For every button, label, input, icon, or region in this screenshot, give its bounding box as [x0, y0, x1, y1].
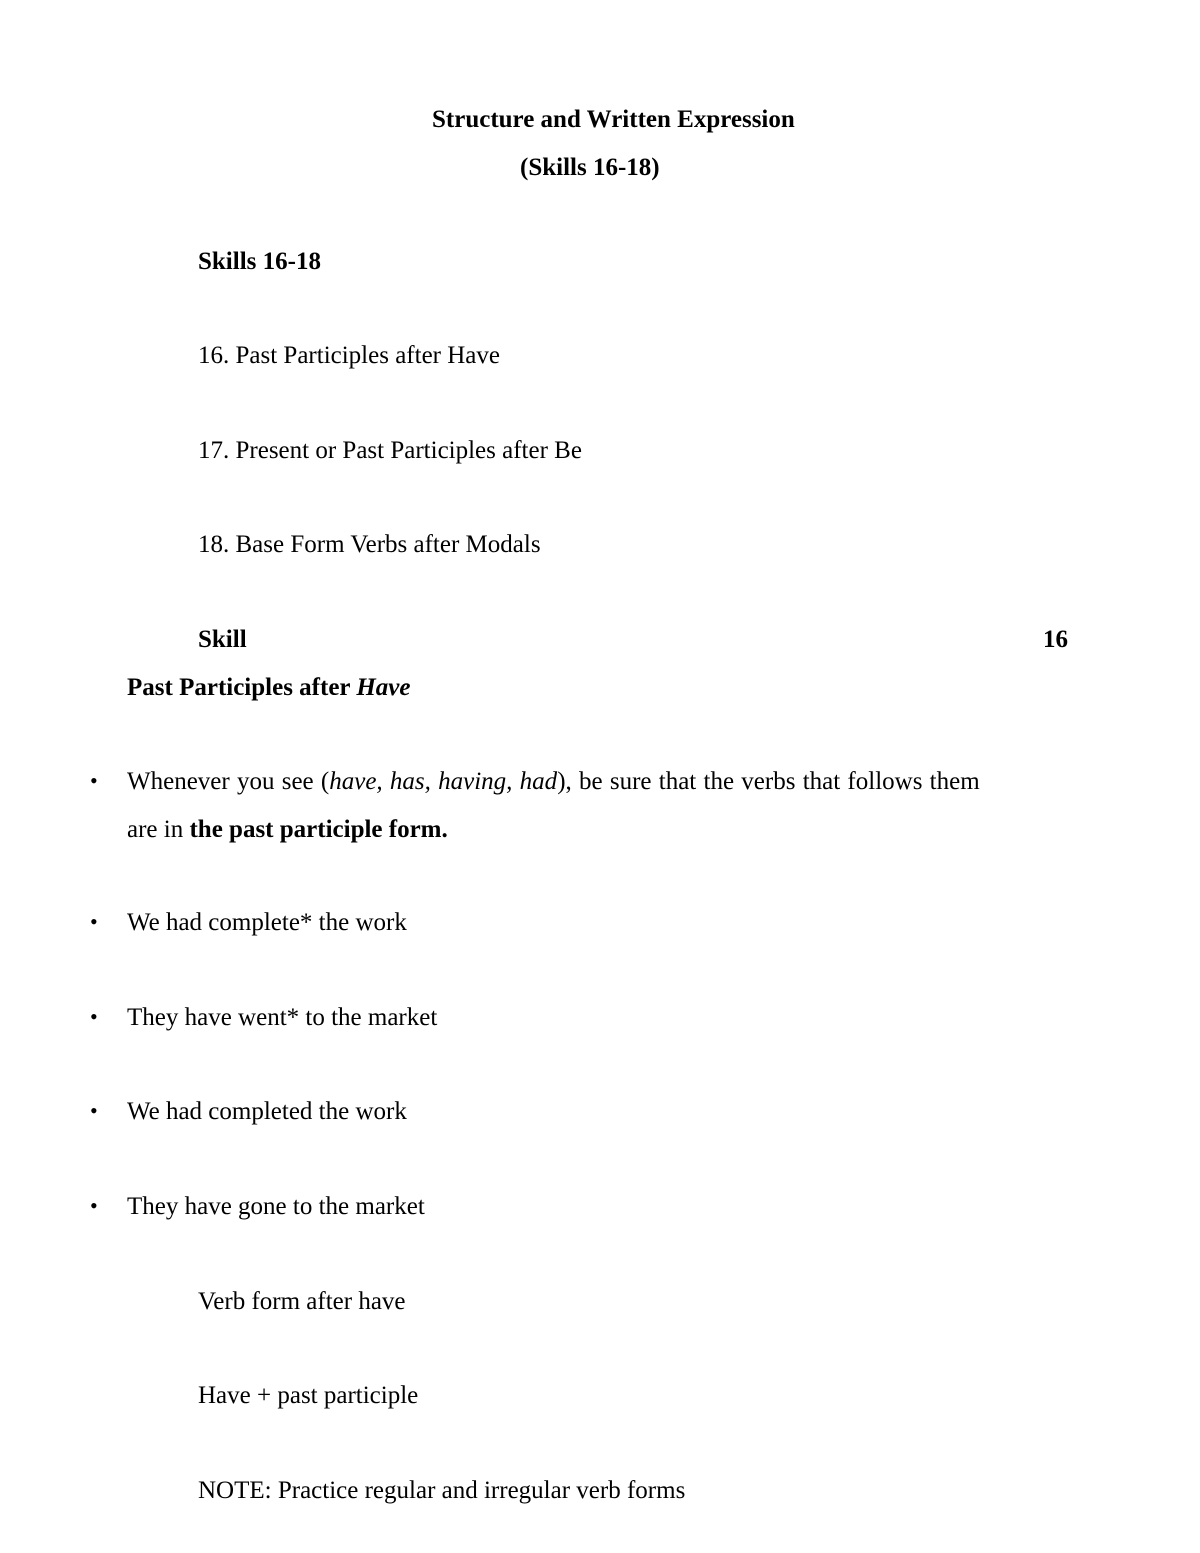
rule-italic-verbs: have, has, having, had — [329, 768, 558, 795]
skill-label: Skill — [198, 626, 247, 653]
rule-line2-prefix: are in — [127, 816, 190, 843]
note-verb-form: Verb form after have — [198, 1288, 406, 1315]
example-item: We had completed the work — [127, 1098, 407, 1125]
skill-number: 16 — [1043, 626, 1068, 653]
skills-heading: Skills 16-18 — [198, 248, 321, 275]
skill-list-item-16: 16. Past Participles after Have — [198, 342, 500, 369]
bullet-icon: • — [90, 909, 98, 934]
skill-subtitle-emphasis: Have — [356, 674, 411, 701]
rule-line2-bold: the past participle form. — [189, 816, 448, 843]
note-practice: NOTE: Practice regular and irregular verb forms — [198, 1477, 686, 1504]
example-item: They have went* to the market — [127, 1004, 438, 1031]
note-formula: Have + past participle — [198, 1382, 419, 1409]
rule-line-1 — [127, 769, 980, 794]
skill-list-item-17: 17. Present or Past Participles after Be — [198, 437, 582, 464]
bullet-icon: • — [90, 768, 98, 793]
page-title: Structure and Written Expression — [432, 106, 795, 133]
skill-subtitle — [127, 675, 410, 700]
bullet-icon: • — [90, 1098, 98, 1123]
rule-line-2 — [127, 817, 448, 842]
rule-text-part1: Whenever you see ( — [127, 768, 330, 795]
page-subtitle: (Skills 16-18) — [520, 154, 660, 181]
rule-text-part2: ), be sure that the verbs that follows them — [557, 768, 980, 795]
bullet-icon: • — [90, 1004, 98, 1029]
bullet-icon: • — [90, 1193, 98, 1218]
skill-list-item-18: 18. Base Form Verbs after Modals — [198, 531, 541, 558]
skill-subtitle-prefix: Past Participles after — [127, 674, 357, 701]
example-item: We had complete* the work — [127, 909, 407, 936]
example-item: They have gone to the market — [127, 1193, 425, 1220]
